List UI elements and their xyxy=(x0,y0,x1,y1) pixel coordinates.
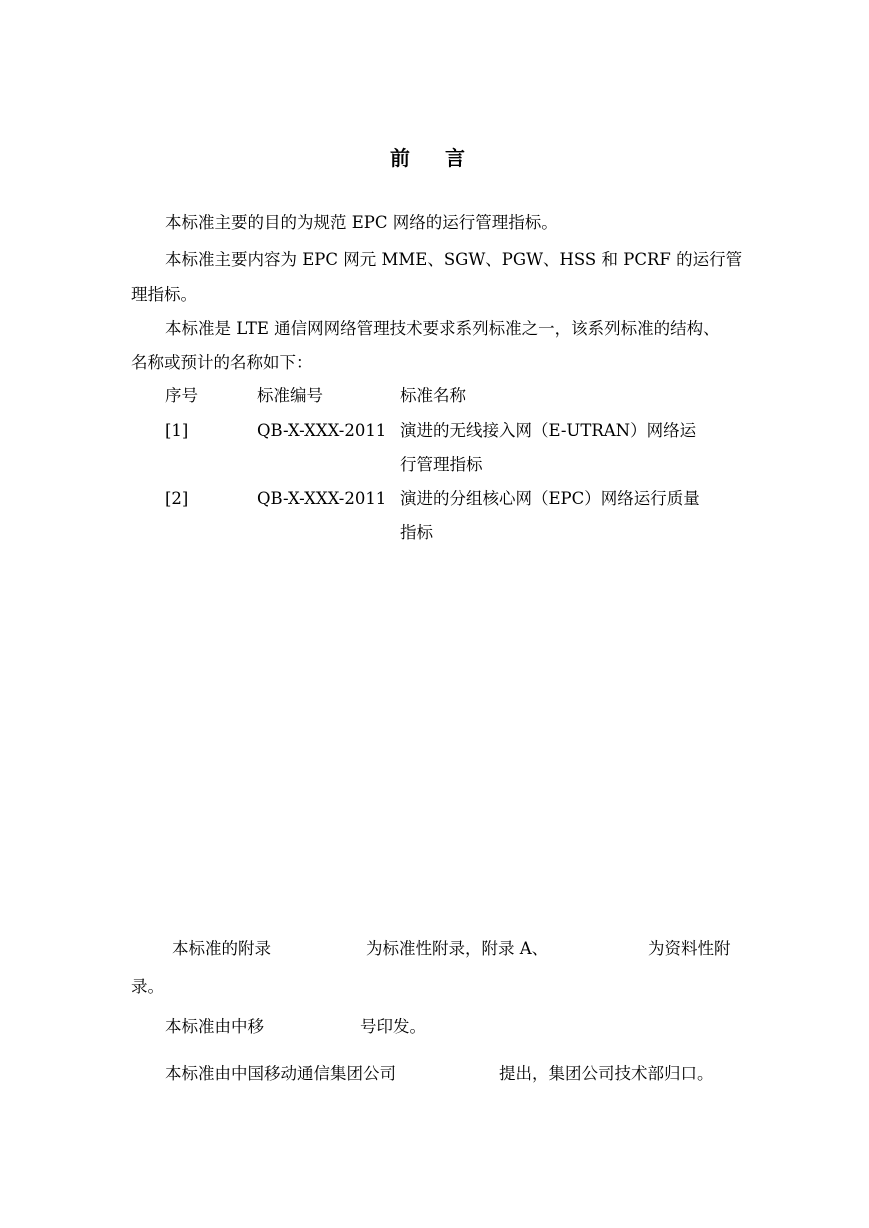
proposed-text-part1: 本标准由中国移动通信集团公司 xyxy=(165,1064,396,1083)
appendix-text-part2: 为标准性附录，附录 A、 xyxy=(366,939,549,958)
appendix-text-part3: 为资料性附 xyxy=(648,939,731,958)
table-header-name: 标准名称 xyxy=(400,386,466,405)
paragraph-series-line2: 名称或预计的名称如下： xyxy=(131,353,313,372)
paragraph-content-line1: 本标准主要内容为 EPC 网元 MME、SGW、PGW、HSS 和 PCRF 的运行管 xyxy=(165,250,743,269)
table-cell-name-line1: 演进的无线接入网（E-UTRAN）网络运 xyxy=(400,421,697,440)
table-cell-code: QB-X-XXX-2011 xyxy=(257,489,387,508)
paragraph-series-line1: 本标准是 LTE 通信网网络管理技术要求系列标准之一，该系列标准的结构、 xyxy=(165,319,720,338)
page-title: 前 言 xyxy=(390,146,479,170)
appendix-text-part1: 本标准的附录 xyxy=(172,939,271,958)
table-cell-code: QB-X-XXX-2011 xyxy=(257,421,387,440)
table-header-code: 标准编号 xyxy=(257,386,323,405)
proposed-text-part2: 提出，集团公司技术部归口。 xyxy=(499,1064,714,1083)
table-cell-name-line2: 行管理指标 xyxy=(400,455,483,474)
appendix-text-part4: 录。 xyxy=(131,977,164,996)
issued-text-part2: 号印发。 xyxy=(360,1017,426,1036)
paragraph-content-line2: 理指标。 xyxy=(131,285,197,304)
table-cell-seq: [2] xyxy=(165,489,189,508)
paragraph-purpose: 本标准主要的目的为规范 EPC 网络的运行管理指标。 xyxy=(165,213,558,232)
issued-text-part1: 本标准由中移 xyxy=(165,1017,264,1036)
table-header-seq: 序号 xyxy=(165,386,198,405)
table-cell-name-line1: 演进的分组核心网（EPC）网络运行质量 xyxy=(400,489,700,508)
table-cell-name-line2: 指标 xyxy=(400,523,433,542)
table-cell-seq: [1] xyxy=(165,421,189,440)
